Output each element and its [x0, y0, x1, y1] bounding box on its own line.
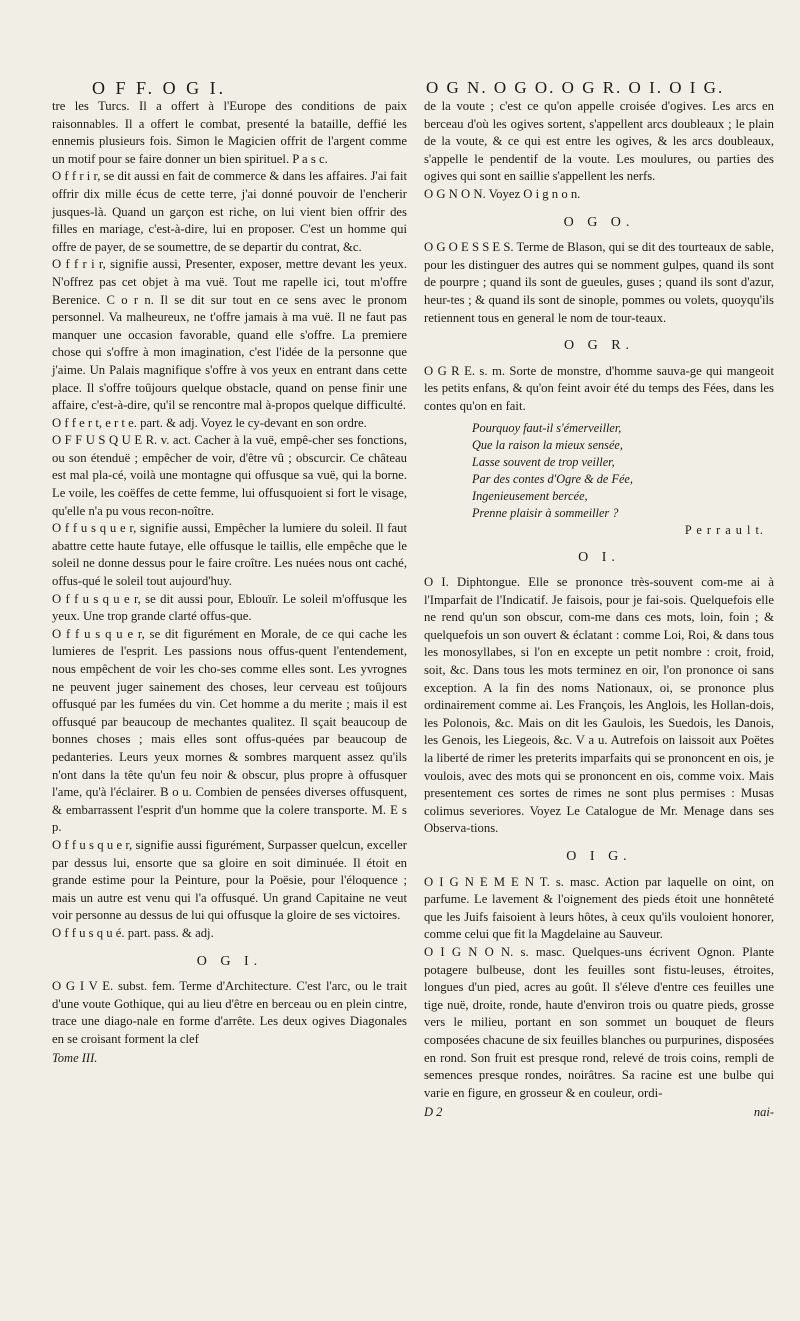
signature-mark: D 2 [424, 1105, 443, 1120]
verse-line: Ingenieusement bercée, [472, 488, 588, 503]
verse-quotation [472, 420, 774, 539]
section-heading: O I G. [566, 849, 632, 864]
section-heading: O G O. [563, 214, 635, 230]
entry-paragraph: O I. Diphtongue. Elle se prononce très-souvent com-me ai à l'Imparfait de l'Indicatif. Je faisois, pour je fai-sois. Quelquefois elle ne rend qu'un son obscur, com-me dans ces mots, loin, foin ; & quelquefois un son ouvert & éclatant : comme Loi, Roi, & dans tous les monosyllabes, si l'on en excepte un petit nombre : croit, froid, soit, &c. Dans tous les mots terminez en oir, l'on prononce oi sans exception. A la fin des noms Nationaux, oi, se prononce plus ordinairement comme ai. Les François, les Anglois, les Hollan-dois, les Polonois, &c. Mais on dit les Gaulois, les Suedois, les Danois, les Genois, les Liegeois, &c. V a u. Autrefois on laissoit aux Poëtes la liberté de rimer les preterits imparfaits qui se prononcent en ois, je voulois, avec des mots qui se prononcent en ois, comme voix. Mais presentement ces sortes de rimes ne sont plus permises : Musas colimus severiores. Voyez Le Catalogue de Mr. Menage dans ses Observa-tions. [424, 575, 774, 836]
entry-paragraph: O f f u s q u e r, se dit figurément en Morale, de ce qui cache les lumieres de l'esprit. Les passions nous offus-quent l'entendement, nous empêchent de voir les cho-ses comme elles sont. Les yvrognes ne peuvent juger sainement des choses, leur cerveau est toûjours offusqué par les fumées du vin. Cet homme a du merite ; mais il est offusqué par beaucoup de mechantes qualitez. Il sçait beaucoup de bonnes choses ; mais elles sont offus-quées par beaucoup de pedanteries. Leurs yeux mornes & sombres marquent assez qu'ils n'ont dans la tête qu'un feu noir & obscur, plus propre à offusquer l'ame, qu'à l'éclairer. B o u. Combien de pensées diverses offusquent, & embarrassent l'esprit d'un homme que la colere transporte. M. E s p. [52, 626, 407, 835]
page-footer-right [424, 1104, 774, 1122]
right-column [424, 98, 774, 1122]
verse-line: Pourquoy faut-il s'émerveiller, [472, 420, 622, 435]
page-footer-left [52, 1050, 407, 1068]
section-heading: O I. [578, 549, 620, 565]
entry-paragraph: O G N O N. Voyez O i g n o n. [424, 186, 581, 201]
left-column [52, 98, 407, 1068]
entry-paragraph: O f f u s q u e r, signifie aussi, Empêcher la lumiere du soleil. Il faut abattre cette haute futaye, elle offusque le taillis, elle empêche que le soleil ne donne dessus pour le faire croître. Les nuées nous ont caché, offus-qué le soleil tout aujourd'huy. [52, 521, 407, 589]
verse-line: Par des contes d'Ogre & de Fée, [472, 471, 633, 486]
entry-paragraph: O f f e r t, e r t e. part. & adj. Voyez le cy-devant en son ordre. [52, 415, 367, 430]
entry-paragraph: O G R E. s. m. Sorte de monstre, d'homme sauva-ge qui mangeoit les petits enfans, & qu'on feint avoir été du temps des Fées, dans les contes qu'on en fait. [424, 363, 774, 413]
running-header-left: O F F. O G I. [92, 78, 227, 98]
volume-label: Tome III. [52, 1051, 98, 1066]
verse-author: P e r r a u l t. [684, 522, 764, 537]
entry-paragraph: O f f r i r, se dit aussi en fait de commerce & dans les affaires. J'ai fait offrir dix mille écus de cette terre, j'ai donné pouvoir de l'encherir jusques-là. Quand un garçon est riche, on lui vient bien offrir des filles en mariage, c'est-à-dire, lui en proposer. C'est un homme qui offre de payer, de se soumettre, de se departir du contrat, &c. [52, 169, 407, 254]
entry-paragraph: tre les Turcs. Il a offert à l'Europe des conditions de paix raisonnables. Il a offert le combat, presenté la bataille, deffié les ennemis plusieurs fois. Simon le Magicien offrit de l'argent comme un motif pour se faire donner un bien spirituel. P a s c. [52, 99, 407, 166]
catchword: nai- [753, 1105, 774, 1120]
entry-paragraph: O f f r i r, signifie aussi, Presenter, exposer, mettre devant les yeux. N'offrez pas cet objet à ma vuë. Tout me rapelle ici, tout m'offre Berenice. C o r n. Il se dit sur tout en ce sens avec le pronom personnel. Va malheureux, ne t'offre jamais à ma vuë. Il ne faut pas manquer une occasion favorable, quand elle s'offre. La premiere chose qui s'offre à mon imagination, c'est l'idée de la personne que j'aime. Un Palais magnifique s'offre à vos yeux en entrant dans cette place. Il s'offre toûjours quelque obstacle, quand on pense finir une affaire, c'est-à-dire, qu'il se rencontre mal à-propos quelque difficulté. [52, 257, 407, 413]
entry-paragraph: O f f u s q u e r, signifie aussi figurément, Surpasser quelcun, exceller par dessus lui, ensorte que sa gloire en soit diminuée. Il étoit en grande estime pour la Peinture, pour la Poësie, pour l'éloquence ; mais un autre est venu qui l'a offusqué. Un grand Capitaine ne veut voir personne au dessus de lui qui offusque la gloire de ses victoires. [52, 837, 407, 923]
entry-paragraph: O f f u s q u é. part. pass. & adj. [52, 925, 214, 940]
entry-paragraph: O G O E S S E S. Terme de Blason, qui se dit des tourteaux de sable, pour les distinguer des autres qui se nomment gulpes, quand ils sont de pourpre ; quand ils sont de gueules, guses ; quand ils sont d'azur, heur-tes ; & quand ils sont de sinople, pommes ou volets, quoyqu'ils retiennent tous en general le nom de tour-teaux. [424, 240, 774, 325]
entry-paragraph: O I G N E M E N T. s. masc. Action par laquelle on oint, on parfume. Le lavement & l'oignement des pieds étoit une honnêteté que les Juifs faisoient à leurs hôtes, à ceux qu'ils vouloient honorer, comme celui que fit la Magdelaine au Sauveur. [424, 874, 774, 942]
entry-paragraph: O G I V E. subst. fem. Terme d'Architecture. C'est l'arc, ou le trait d'une voute Gothique, qui au lieu d'être en berceau ou en plein cintre, trace une diago-nale en forme d'arrête. Les deux ogives Diagonales en se croisant forment la clef [52, 979, 407, 1046]
entry-paragraph: de la voute ; c'est ce qu'on appelle croisée d'ogives. Les arcs en berceau d'où les ogives sortent, s'appellent arcs doubleaux ; le plain de la voute, & ce qui est entre les ogives, & les arcs doubleaux, s'appelle le pendentif de la voute. Les moulures, ou parties des ogives qui sont en saillie s'appellent les nerfs. [424, 99, 774, 184]
section-heading: O G R. [563, 338, 635, 354]
verse-line: Prenne plaisir à sommeiller ? [472, 505, 619, 520]
entry-paragraph: O I G N O N. s. masc. Quelques-uns écrivent Ognon. Plante potagere bulbeuse, dont les feuilles sont fistu-leuses, étroites, longues d'un pied, acres au goût. Il s'éleve d'entre ces feuilles une tige nuë, droite, ronde, haute d'environ trois ou quatre pieds, grosse vers le milieu, portant en son sommet un bouquet de fleurs composées chacune de six feuilles blanches ou purpurines, disposées en rond. Son fruit est presque rond, relevé de trois coins, rempli de semences presque rondes, noirâtres. Sa racine est une bulbe qui varie en figure, en grosseur & en couleur, ordi- [424, 944, 774, 1100]
running-header-right: O G N. O G O. O G R. O I. O I G. [426, 78, 725, 97]
entry-paragraph: O f f u s q u e r, se dit aussi pour, Eblouïr. Le soleil m'offusque les yeux. Une trop grande clarté offus-que. [52, 591, 407, 624]
verse-line: Lasse souvent de trop veiller, [472, 454, 615, 469]
section-heading: O G I. [196, 953, 263, 969]
entry-paragraph: O F F U S Q U E R. v. act. Cacher à la vuë, empê-cher ses fonctions, ou son étenduë ; empêcher de voir, d'être vû ; obscurcir. Ce château est mal pla-cé, voilà une montagne qui offusque sa vuë, qui la borne. Le voile, les coëffes de cette femme, lui offusquoient si fort le visage, qu'elle n'a pu vous recon-noître. [52, 433, 407, 518]
verse-line: Que la raison la mieux sensée, [472, 437, 623, 452]
